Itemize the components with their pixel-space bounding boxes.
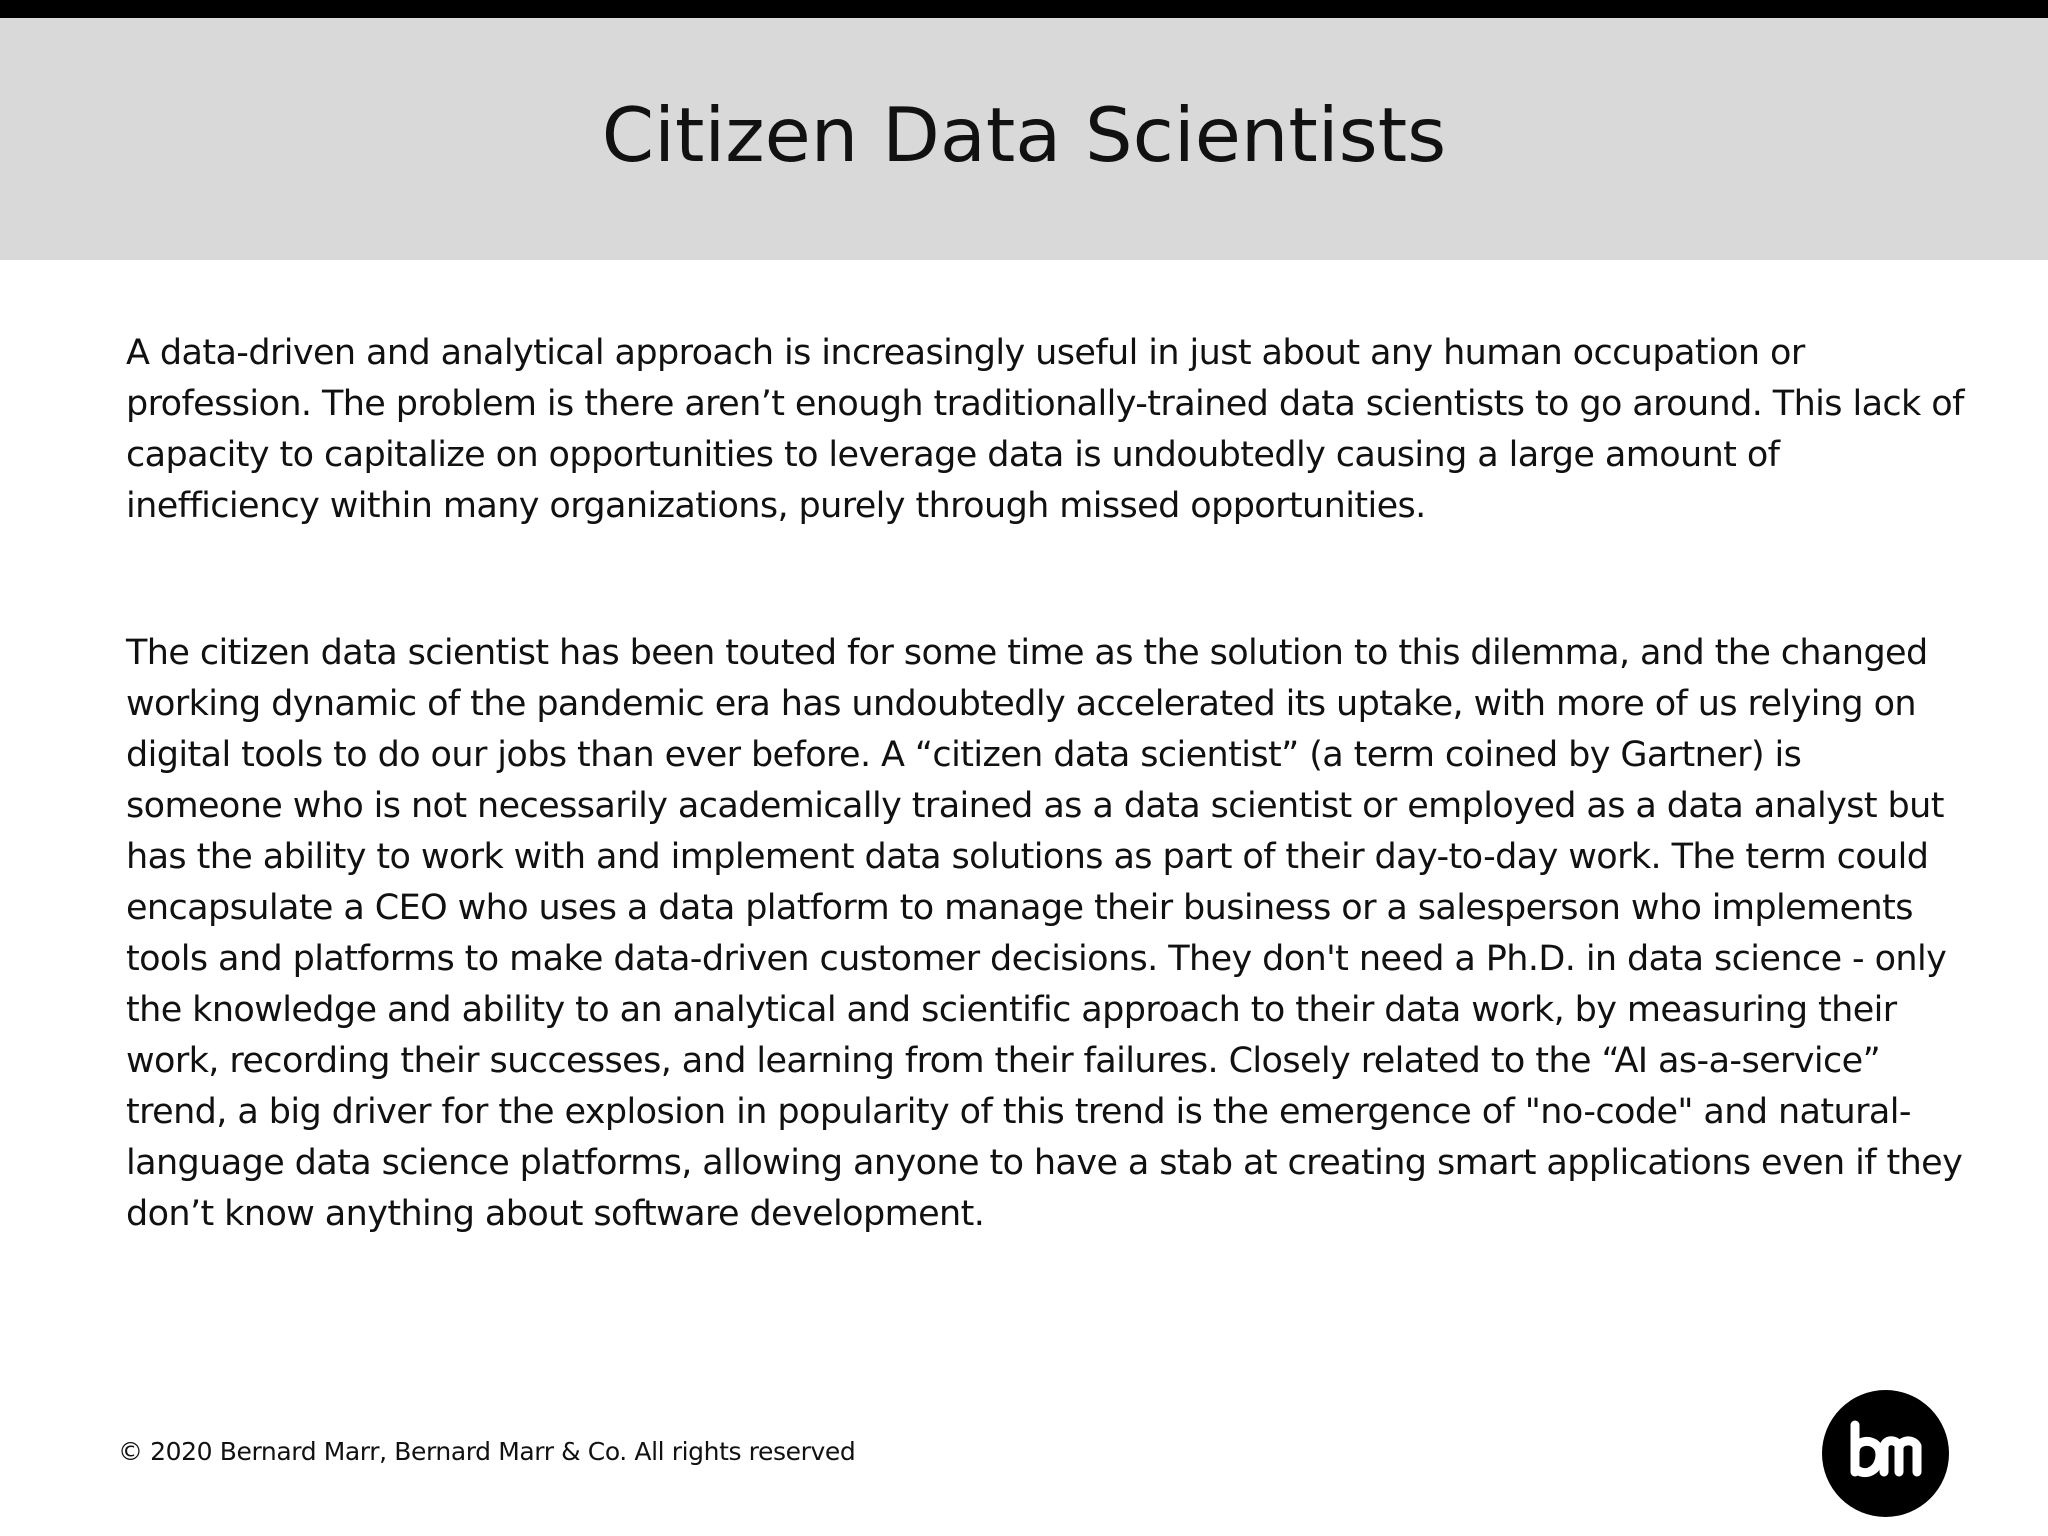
slide-body <box>126 328 1966 1240</box>
paragraph-intro: A data-driven and analytical approach is increasingly useful in just about any human occupation or profession. The problem is there aren’t enough traditionally-trained data scientists to go around. This lack of capacity to capitalize on opportunities to leverage data is undoubtedly causing a large amount of inefficiency within many organizations, purely through missed opportunities. <box>126 333 1964 526</box>
top-border-bar <box>0 0 2048 18</box>
title-band <box>0 18 2048 260</box>
paragraph-citizen-data-scientist: The citizen data scientist has been touted for some time as the solution to this dilemma, and the changed working dynamic of the pandemic era has undoubtedly accelerated its uptake, with more of us relying on digital tools to do our jobs than ever before. A “citizen data scientist” (a term coined by Gartner) is someone who is not necessarily academically trained as a data scientist or employed as a data analyst but has the ability to work with and implement data solutions as part of their day-to-day work. The term could encapsulate a CEO who uses a data platform to manage their business or a salesperson who implements tools and platforms to make data-driven customer decisions. They don't need a Ph.D. in data science - only the knowledge and ability to an analytical and scientific approach to their data work, by measuring their work, recording their successes, and learning from their failures. Closely related to the “AI as-a-service” trend, a big driver for the explosion in popularity of this trend is the emergence of "no-code" and natural-language data science platforms, allowing anyone to have a stab at creating smart applications even if they don’t know anything about software development. <box>126 633 1963 1234</box>
copyright-footer: © 2020 Bernard Marr, Bernard Marr & Co. All rights reserved <box>118 1437 856 1466</box>
slide-title: Citizen Data Scientists <box>601 90 1447 179</box>
bm-logo-icon <box>1822 1390 1949 1517</box>
